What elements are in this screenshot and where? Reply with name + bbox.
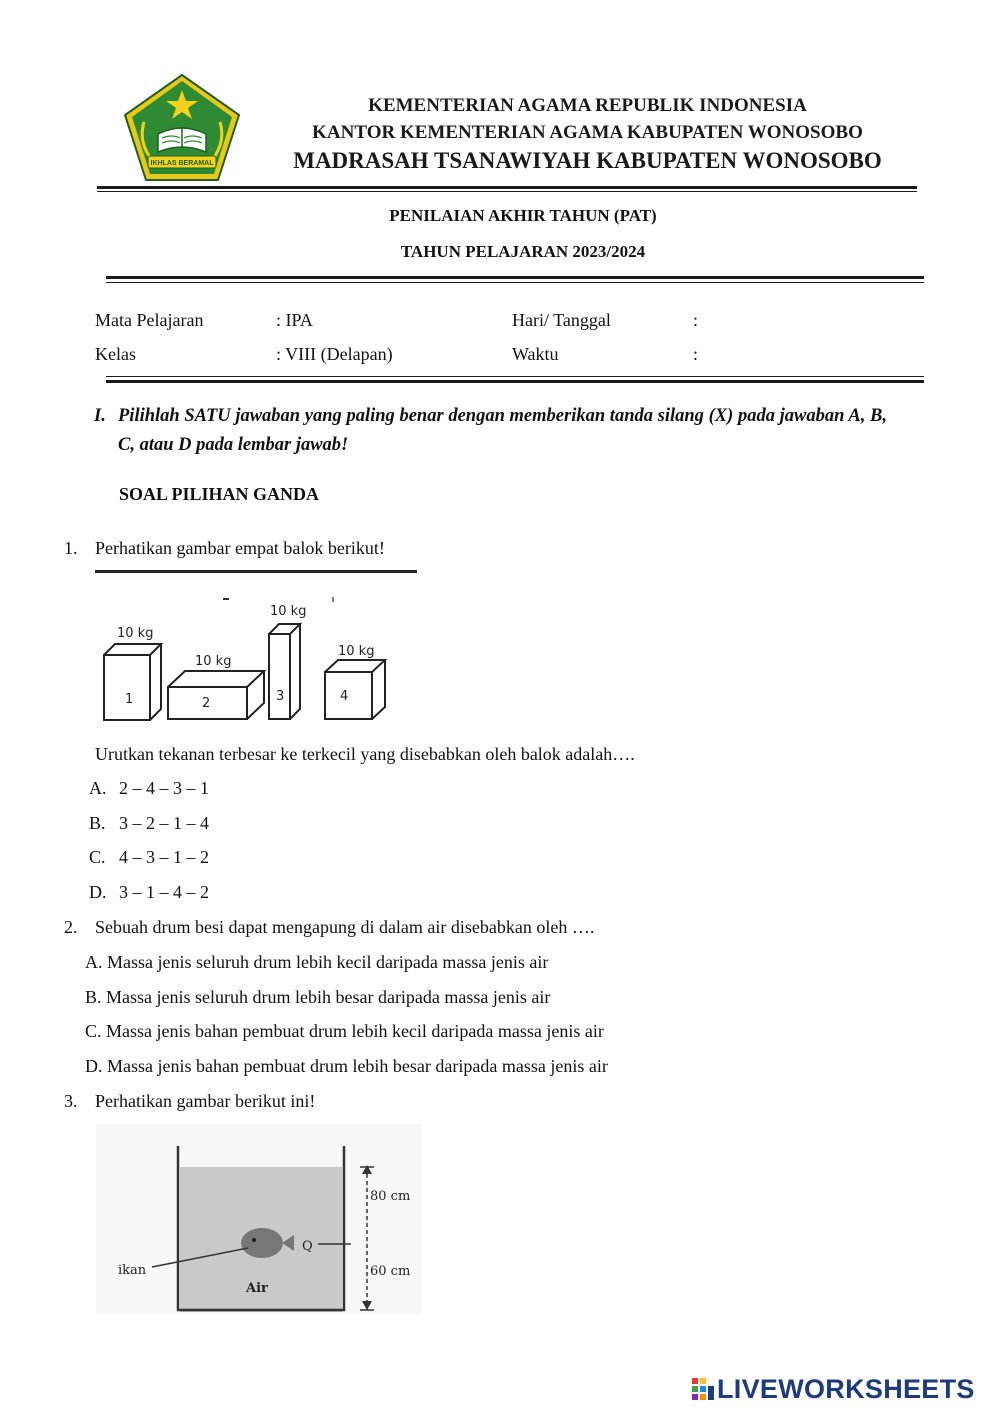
block-3-top — [269, 624, 300, 634]
block-1-side — [150, 644, 161, 720]
section-title: SOAL PILIHAN GANDA — [119, 484, 320, 504]
block-3-side — [290, 624, 300, 719]
svg-text:IKHLAS BERAMAL: IKHLAS BERAMAL — [150, 160, 214, 167]
point-q-label: Q — [302, 1239, 313, 1254]
time-label: Waktu — [512, 344, 559, 364]
ministry-logo — [122, 72, 242, 184]
block-2-mass: 10 kg — [195, 654, 232, 669]
q1-option-a[interactable]: 2 – 4 – 3 – 1 — [119, 778, 209, 798]
block-4-top — [325, 660, 385, 672]
block-1-mass: 10 kg — [117, 626, 154, 641]
time-value: : — [693, 344, 699, 364]
depth-bottom-label: 60 cm — [370, 1264, 411, 1279]
block-3-label: 3 — [276, 689, 285, 704]
block-4-label: 4 — [340, 689, 349, 704]
header-ministry: KEMENTERIAN AGAMA REPUBLIK INDONESIA — [368, 95, 807, 116]
water-label: Air — [246, 1281, 268, 1296]
instruction — [94, 402, 887, 460]
question-2-prompt: Sebuah drum besi dapat mengapung di dalam air disebabkan oleh …. — [95, 917, 595, 937]
block-3-mass: 10 kg — [270, 604, 307, 619]
question-2-number: 2. — [64, 917, 78, 937]
date-label: Hari/ Tanggal — [512, 310, 611, 330]
question-3-number: 3. — [64, 1091, 78, 1111]
header-school: MADRASAH TSANAWIYAH KABUPATEN WONOSOBO — [293, 148, 882, 173]
subject-value: : IPA — [276, 310, 313, 330]
aquarium-figure — [96, 1124, 422, 1314]
q1-option-c[interactable]: 4 – 3 – 1 – 2 — [119, 847, 209, 867]
fish-label: ikan — [118, 1263, 147, 1278]
question-1-prompt: Perhatikan gambar empat balok berikut! — [95, 538, 385, 558]
block-4 — [325, 672, 372, 719]
class-label: Kelas — [95, 344, 136, 364]
header-rule-thick — [97, 186, 917, 189]
question-1-text: Urutkan tekanan terbesar ke terkecil yang disebabkan oleh balok adalah…. — [95, 744, 635, 764]
q2-option-a[interactable]: A. Massa jenis seluruh drum lebih kecil daripada massa jenis air — [85, 952, 549, 972]
question-1-underline — [95, 570, 417, 573]
q1-option-c-letter: C. — [89, 847, 106, 867]
subject-label: Mata Pelajaran — [95, 310, 204, 330]
title-rule-thin — [106, 282, 924, 283]
q2-option-d[interactable]: D. Massa jenis bahan pembuat drum lebih besar daripada massa jenis air — [85, 1056, 608, 1076]
header-rule-thin — [97, 191, 917, 192]
block-2-label: 2 — [202, 696, 211, 711]
info-rule-thick — [106, 380, 924, 383]
instruction-number: I. — [94, 406, 106, 426]
q1-option-b[interactable]: 3 – 2 – 1 – 4 — [119, 813, 209, 833]
q2-option-b[interactable]: B. Massa jenis seluruh drum lebih besar daripada massa jenis air — [85, 987, 551, 1007]
q1-option-b-letter: B. — [89, 813, 106, 833]
exam-title: PENILAIAN AKHIR TAHUN (PAT) — [389, 206, 657, 225]
info-rule-thin — [106, 376, 924, 377]
title-rule-thick — [106, 276, 924, 279]
q1-option-d[interactable]: 3 – 1 – 4 – 2 — [119, 882, 209, 902]
fish-icon — [241, 1228, 283, 1258]
block-3 — [269, 634, 290, 719]
q2-option-c[interactable]: C. Massa jenis bahan pembuat drum lebih kecil daripada massa jenis air — [85, 1021, 604, 1041]
block-2-top — [168, 671, 264, 687]
block-1 — [104, 655, 150, 720]
question-1-number: 1. — [64, 538, 78, 558]
header-office: KANTOR KEMENTERIAN AGAMA KABUPATEN WONOSOBO — [312, 122, 863, 143]
block-1-label: 1 — [125, 692, 134, 707]
block-4-mass: 10 kg — [338, 644, 375, 659]
liveworksheets-logo-icon — [691, 1377, 715, 1401]
liveworksheets-brand — [691, 1374, 975, 1404]
q1-option-a-letter: A. — [89, 778, 107, 798]
class-value: : VIII (Delapan) — [276, 344, 393, 364]
instruction-text: Pilihlah SATU jawaban yang paling benar dengan memberikan tanda silang (X) pada jawaban A, B, C, atau D pada lembar jawab! — [118, 406, 887, 455]
q1-option-d-letter: D. — [89, 882, 107, 902]
liveworksheets-wordmark: LIVEWORKSHEETS — [717, 1373, 975, 1404]
depth-top-label: 80 cm — [370, 1189, 411, 1204]
exam-year: TAHUN PELAJARAN 2023/2024 — [400, 242, 646, 261]
block-1-top — [104, 644, 161, 655]
date-value: : — [693, 310, 699, 330]
blocks-figure — [95, 580, 405, 730]
question-3-prompt: Perhatikan gambar berikut ini! — [95, 1091, 316, 1111]
